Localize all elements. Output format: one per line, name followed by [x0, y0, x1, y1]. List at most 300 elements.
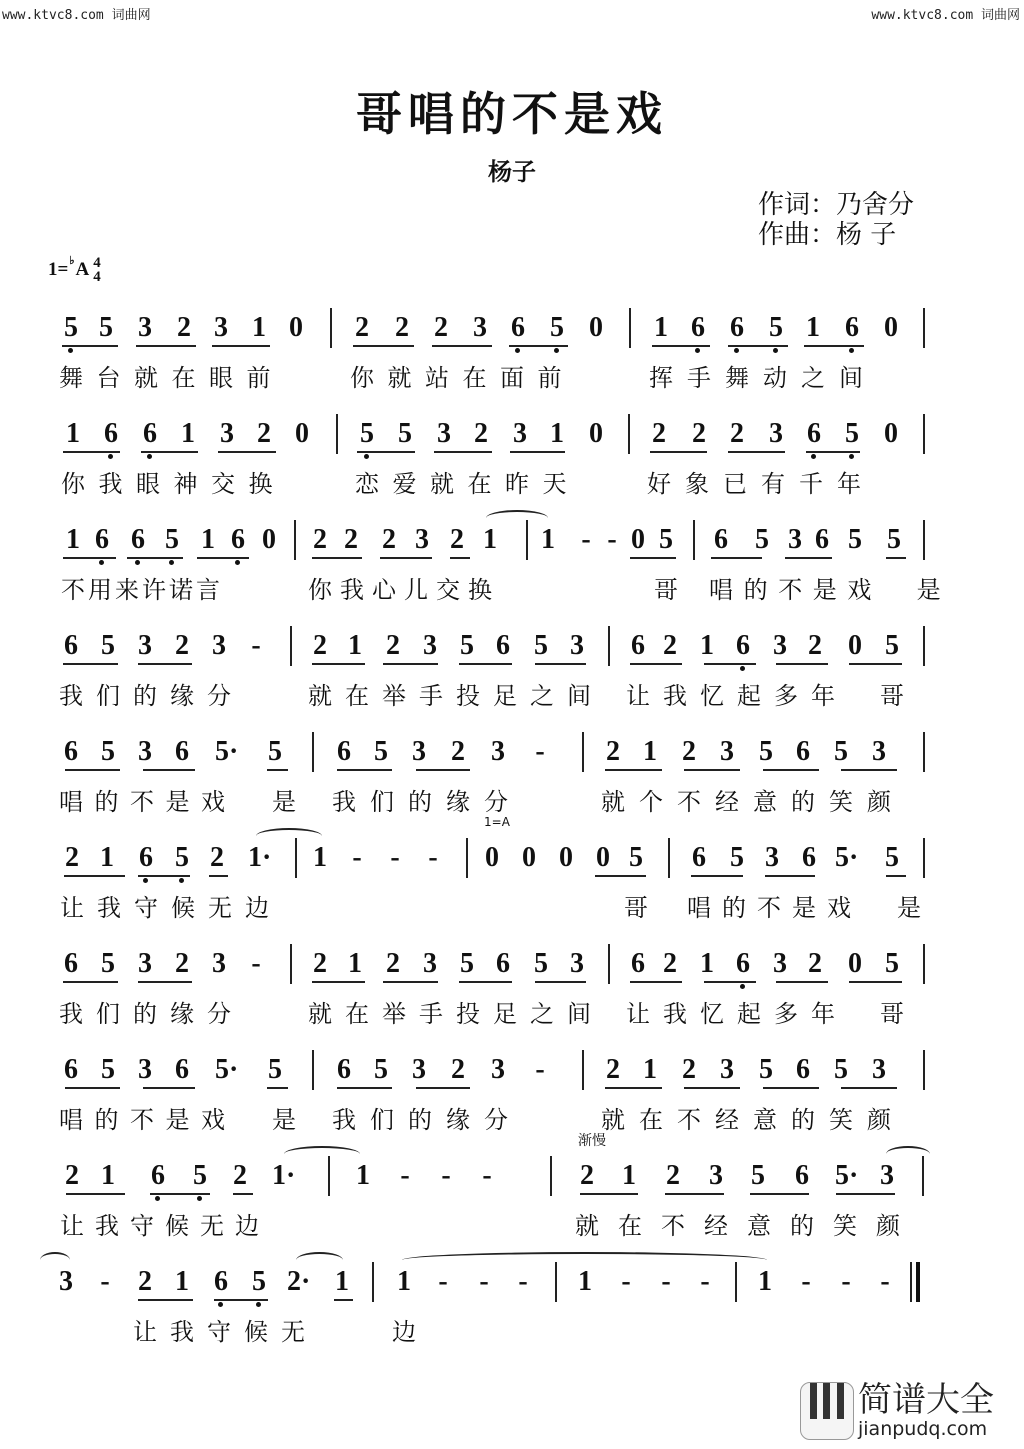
lyric-char: 守	[207, 1318, 231, 1346]
lyric-char: 戏	[847, 576, 872, 604]
lyric-char: 在	[345, 1000, 369, 1028]
note: 5	[101, 736, 115, 767]
note: 6	[151, 1160, 165, 1191]
eighth-underline	[728, 345, 788, 347]
lyric-char: 来	[115, 576, 139, 604]
note: 2	[692, 418, 706, 449]
eighth-underline	[776, 663, 828, 665]
note: 6	[691, 312, 705, 343]
lower-octave-dot	[99, 560, 104, 565]
lower-octave-dot	[147, 454, 152, 459]
dash-sustain: -	[518, 1266, 528, 1297]
eighth-underline	[267, 1087, 288, 1089]
lyric-char: 在	[171, 364, 196, 392]
note: 3	[491, 1054, 505, 1085]
note: 1	[643, 736, 657, 767]
lyric-char: 前	[246, 364, 271, 392]
lyric-char: 昨	[505, 470, 529, 498]
eighth-underline	[312, 663, 365, 665]
note: 3	[423, 630, 437, 661]
note: 1	[643, 1054, 657, 1085]
eighth-underline	[63, 663, 118, 665]
note: 5	[885, 842, 899, 873]
note: 0	[485, 842, 499, 873]
piano-keys-icon	[800, 1382, 854, 1440]
lyric-char: 换	[468, 576, 492, 604]
note: 3	[138, 948, 152, 979]
eighth-underline	[776, 981, 828, 983]
dash-sustain: -	[428, 842, 438, 873]
lyric-char: 缘	[446, 1106, 470, 1134]
note: 0	[589, 312, 603, 343]
lyric-char: 的	[743, 576, 768, 604]
lyric-char: 之	[801, 364, 825, 392]
dash-sustain: -	[479, 1266, 489, 1297]
note: 6	[631, 630, 645, 661]
lyric-char: 年	[811, 1000, 835, 1028]
note: 3	[138, 736, 152, 767]
eighth-underline	[652, 345, 710, 347]
lyric-char: 们	[96, 682, 120, 710]
lyric-char: 足	[493, 682, 517, 710]
eighth-underline	[836, 1193, 895, 1195]
note: 2	[313, 630, 327, 661]
eighth-underline	[728, 451, 785, 453]
song-title: 哥唱的不是戏	[356, 87, 668, 141]
lower-octave-dot	[849, 454, 854, 459]
score-row-7	[0, 948, 1024, 1038]
note: 5	[755, 524, 769, 555]
note: 2	[606, 736, 620, 767]
note: 2	[451, 736, 465, 767]
score-row-1	[0, 312, 1024, 402]
lyric-char: 经	[715, 788, 739, 816]
lyric-char: 挥	[649, 364, 673, 392]
barline	[628, 414, 630, 454]
lyric-char: 哥	[654, 576, 678, 604]
lyric-char: 忆	[700, 682, 724, 710]
lyric-char: 缘	[170, 682, 194, 710]
lyric-char: 意	[747, 1212, 771, 1240]
note: 0	[848, 948, 862, 979]
note: 6	[64, 1054, 78, 1085]
lyric-char: 就	[308, 1000, 332, 1028]
note: 6	[64, 630, 78, 661]
flat-icon: ♭	[69, 254, 75, 267]
lyric-char: 天	[542, 470, 567, 498]
barline	[923, 732, 925, 772]
lyric-char: 经	[704, 1212, 728, 1240]
tie-slur	[402, 1252, 767, 1268]
note: 5	[175, 842, 189, 873]
note: 3	[412, 736, 426, 767]
lower-octave-dot	[515, 348, 520, 353]
lower-octave-dot	[364, 454, 369, 459]
eighth-underline	[535, 663, 586, 665]
note: 2	[65, 1160, 79, 1191]
eighth-underline	[150, 1193, 210, 1195]
lyric-char: 起	[737, 682, 761, 710]
lower-octave-dot	[740, 666, 745, 671]
barline	[922, 1156, 924, 1196]
lyric-char: 我	[663, 682, 687, 710]
note: 2	[474, 418, 488, 449]
note: 1	[483, 524, 497, 555]
note: 0	[596, 842, 610, 873]
eighth-underline	[785, 557, 832, 559]
lyric-char: 不	[677, 788, 701, 816]
time-signature: 4 4	[93, 255, 101, 285]
note: 3	[437, 418, 451, 449]
eighth-underline	[650, 451, 707, 453]
barline	[923, 1050, 925, 1090]
lyric-char: 无	[208, 894, 232, 922]
note: 1	[175, 1266, 189, 1297]
lower-octave-dot	[68, 348, 73, 353]
note: 2	[450, 524, 464, 555]
eighth-underline	[665, 1193, 724, 1195]
lyric-char: 举	[382, 682, 406, 710]
lyric-char: 让	[60, 894, 84, 922]
note: 2	[682, 1054, 696, 1085]
lyric-char: 个	[639, 788, 663, 816]
note: 2	[580, 1160, 594, 1191]
eighth-underline	[432, 345, 492, 347]
barline	[629, 308, 631, 348]
lyric-char: 多	[774, 1000, 798, 1028]
note: 5·	[215, 736, 239, 767]
eighth-underline	[711, 557, 762, 559]
lyric-char: 们	[370, 1106, 394, 1134]
note: 2	[386, 948, 400, 979]
note: 6	[337, 736, 351, 767]
barline	[582, 1050, 584, 1090]
dash-sustain: -	[607, 524, 617, 555]
note: 5	[101, 948, 115, 979]
note: 3	[720, 1054, 734, 1085]
note: 1	[201, 524, 215, 555]
note: 2	[386, 630, 400, 661]
note: 5	[848, 524, 862, 555]
lyric-char: 是	[165, 788, 190, 816]
eighth-underline	[65, 769, 120, 771]
note: 6	[796, 736, 810, 767]
lyric-char: 我	[95, 1212, 119, 1240]
lyric-char: 用	[88, 576, 112, 604]
key-note: A	[75, 259, 90, 280]
lyric-char: 是	[812, 576, 837, 604]
note: 0	[589, 418, 603, 449]
lyric-char: 年	[811, 682, 835, 710]
barline	[608, 626, 610, 666]
note: 5	[834, 1054, 848, 1085]
note: 2	[313, 948, 327, 979]
eighth-underline	[218, 451, 276, 453]
note: 2	[65, 842, 79, 873]
note: 0	[522, 842, 536, 873]
eighth-underline	[886, 557, 906, 559]
lyric-char: 交	[211, 470, 235, 498]
eighth-underline	[416, 769, 470, 771]
note: 2	[808, 630, 822, 661]
note: 6	[714, 524, 728, 555]
score-row-4	[0, 630, 1024, 720]
eighth-underline	[849, 663, 902, 665]
note: 3	[473, 312, 487, 343]
score-row-5	[0, 736, 1024, 826]
lyric-char: 唱	[709, 576, 733, 604]
key-signature	[48, 256, 101, 284]
lyric-char: 儿	[404, 576, 428, 604]
eighth-underline	[459, 981, 512, 983]
eighth-underline	[510, 451, 565, 453]
note: 1	[550, 418, 564, 449]
score-row-3	[0, 524, 1024, 614]
note: 5	[268, 1054, 282, 1085]
lyric-char: 的	[791, 1106, 815, 1134]
note: 5	[252, 1266, 266, 1297]
dash-sustain: -	[441, 1160, 451, 1191]
lyricist: 作词：乃舍分	[758, 190, 915, 220]
barline	[550, 1156, 552, 1196]
lyric-char: 不	[661, 1212, 685, 1240]
score-row-2	[0, 418, 1024, 508]
dash-sustain: -	[535, 1054, 545, 1085]
note: 3	[220, 418, 234, 449]
note: 5	[268, 736, 282, 767]
note: 6	[131, 524, 145, 555]
eighth-underline	[312, 981, 365, 983]
lyric-char: 哥	[880, 682, 904, 710]
dash-sustain: -	[100, 1266, 110, 1297]
tie-slur	[256, 828, 322, 844]
note: 6	[631, 948, 645, 979]
note: 0	[848, 630, 862, 661]
note: 2	[382, 524, 396, 555]
note: 5	[751, 1160, 765, 1191]
lyric-char: 唱	[59, 788, 83, 816]
lyric-char: 投	[456, 1000, 480, 1028]
lyric-char: 的	[790, 1212, 814, 1240]
lyric-char: 分	[484, 1106, 508, 1134]
lyric-char: 投	[456, 682, 480, 710]
note: 2	[663, 948, 677, 979]
barline	[312, 732, 314, 772]
lyric-char: 缘	[446, 788, 470, 816]
eighth-underline	[459, 663, 512, 665]
lower-octave-dot	[554, 348, 559, 353]
note: 5	[460, 948, 474, 979]
ritardando-annotation: 渐慢	[578, 1133, 606, 1149]
lyric-char: 你	[350, 364, 374, 392]
lyric-char: 是	[897, 894, 921, 922]
dash-sustain: -	[438, 1266, 448, 1297]
lyric-char: 就	[601, 788, 625, 816]
note: 1	[252, 312, 266, 343]
eighth-underline	[64, 875, 125, 877]
lyric-char: 诺	[169, 576, 193, 604]
note: 1	[578, 1266, 592, 1297]
lyric-char: 让	[60, 1212, 84, 1240]
note: 2	[355, 312, 369, 343]
lyric-char: 不	[61, 576, 85, 604]
note: 5	[834, 736, 848, 767]
note: 5	[398, 418, 412, 449]
eighth-underline	[684, 1087, 740, 1089]
note: 5	[845, 418, 859, 449]
note: 3	[765, 842, 779, 873]
note: 1	[181, 418, 195, 449]
lyric-char: 不	[778, 576, 803, 604]
eighth-underline	[383, 981, 438, 983]
note: 5·	[835, 1160, 859, 1191]
lyric-char: 分	[484, 788, 508, 816]
eighth-underline	[849, 981, 902, 983]
lyric-char: 多	[774, 682, 798, 710]
logo-text-en: jianpudq.com	[858, 1418, 988, 1440]
lyric-char: 在	[618, 1212, 642, 1240]
site-logo	[800, 1382, 994, 1440]
dash-sustain: -	[661, 1266, 671, 1297]
lyric-char: 是	[916, 576, 941, 604]
eighth-underline	[334, 1299, 353, 1301]
lyric-char: 间	[567, 682, 591, 710]
barline	[330, 308, 332, 348]
note: 2	[395, 312, 409, 343]
lyric-char: 千	[799, 470, 823, 498]
note: 6	[511, 312, 525, 343]
lyric-char: 不	[677, 1106, 701, 1134]
note: 3	[138, 1054, 152, 1085]
lyric-char: 的	[791, 788, 815, 816]
lyric-char: 的	[133, 1000, 157, 1028]
note: 3	[769, 418, 783, 449]
note: 5	[534, 630, 548, 661]
note: 0	[262, 524, 276, 555]
lyric-char: 许	[142, 576, 166, 604]
eighth-underline	[630, 663, 682, 665]
lyric-char: 颜	[867, 788, 891, 816]
note: 1	[348, 948, 362, 979]
eighth-underline	[312, 557, 362, 559]
eighth-underline	[337, 769, 392, 771]
eighth-underline	[535, 981, 586, 983]
lyric-char: 在	[345, 682, 369, 710]
key-change-annotation: 1=A	[484, 815, 510, 829]
lyric-char: 让	[626, 1000, 650, 1028]
score-row-9	[0, 1160, 1024, 1250]
lyric-char: 我	[332, 1106, 356, 1134]
lyric-char: 不	[130, 788, 154, 816]
barline	[923, 414, 925, 454]
lyric-char: 笑	[829, 1106, 853, 1134]
dash-sustain: -	[621, 1266, 631, 1297]
lyric-char: 就	[387, 364, 412, 392]
eighth-underline	[704, 663, 756, 665]
barline	[923, 626, 925, 666]
lyric-char: 舞	[725, 364, 749, 392]
note: 6	[231, 524, 245, 555]
note: 1	[100, 842, 114, 873]
lyric-char: 们	[96, 1000, 120, 1028]
note: 1	[806, 312, 820, 343]
eighth-underline	[509, 345, 568, 347]
lyric-char: 交	[436, 576, 460, 604]
lyric-char: 的	[408, 1106, 432, 1134]
lyric-char: 哥	[880, 1000, 904, 1028]
lyric-char: 你	[308, 576, 332, 604]
note: 2	[177, 312, 191, 343]
lyric-char: 无	[281, 1318, 305, 1346]
eighth-underline	[416, 1087, 470, 1089]
final-barline-thick	[916, 1262, 920, 1302]
dash-sustain: -	[801, 1266, 811, 1297]
note: 6	[807, 418, 821, 449]
lower-octave-dot	[135, 560, 140, 565]
score-row-8	[0, 1054, 1024, 1144]
note: 6	[104, 418, 118, 449]
barline	[608, 944, 610, 984]
note: 5	[759, 1054, 773, 1085]
barline	[526, 520, 528, 560]
lyric-char: 恋	[355, 470, 379, 498]
lyric-char: 象	[685, 470, 709, 498]
eighth-underline	[750, 1193, 809, 1195]
note: 3	[138, 630, 152, 661]
note: 0	[631, 524, 645, 555]
dash-sustain: -	[251, 948, 261, 979]
note: 6	[139, 842, 153, 873]
eighth-underline	[197, 557, 249, 559]
note: 2	[175, 630, 189, 661]
lyric-char: 颜	[876, 1212, 900, 1240]
note: 5	[360, 418, 374, 449]
eighth-underline	[684, 769, 740, 771]
barline	[372, 1262, 374, 1302]
eighth-underline	[765, 875, 815, 877]
lyric-char: 就	[601, 1106, 625, 1134]
eighth-underline	[138, 663, 192, 665]
note: 5	[101, 1054, 115, 1085]
note: 2	[210, 842, 224, 873]
lyric-char: 让	[133, 1318, 157, 1346]
eighth-underline	[691, 875, 743, 877]
note: 2	[434, 312, 448, 343]
eighth-underline	[450, 557, 470, 559]
watermark-right: www.ktvc8.com 词曲网	[871, 8, 1020, 23]
note: 1	[700, 948, 714, 979]
note: 3	[773, 948, 787, 979]
note: 2	[606, 1054, 620, 1085]
note: 1·	[248, 842, 272, 873]
note: 5	[99, 312, 113, 343]
lyric-char: 分	[207, 1000, 231, 1028]
note: 1·	[272, 1160, 296, 1191]
lyric-char: 守	[134, 894, 158, 922]
lower-octave-dot	[218, 1302, 223, 1307]
lyric-char: 已	[723, 470, 747, 498]
lyric-char: 们	[370, 788, 394, 816]
lyric-char: 是	[792, 894, 816, 922]
lyric-char: 就	[308, 682, 332, 710]
lyric-char: 是	[165, 1106, 190, 1134]
note: 3	[788, 524, 802, 555]
lyric-char: 边	[392, 1318, 416, 1346]
eighth-underline	[595, 875, 646, 877]
note: 3	[709, 1160, 723, 1191]
lower-octave-dot	[734, 348, 739, 353]
dash-sustain: -	[352, 842, 362, 873]
